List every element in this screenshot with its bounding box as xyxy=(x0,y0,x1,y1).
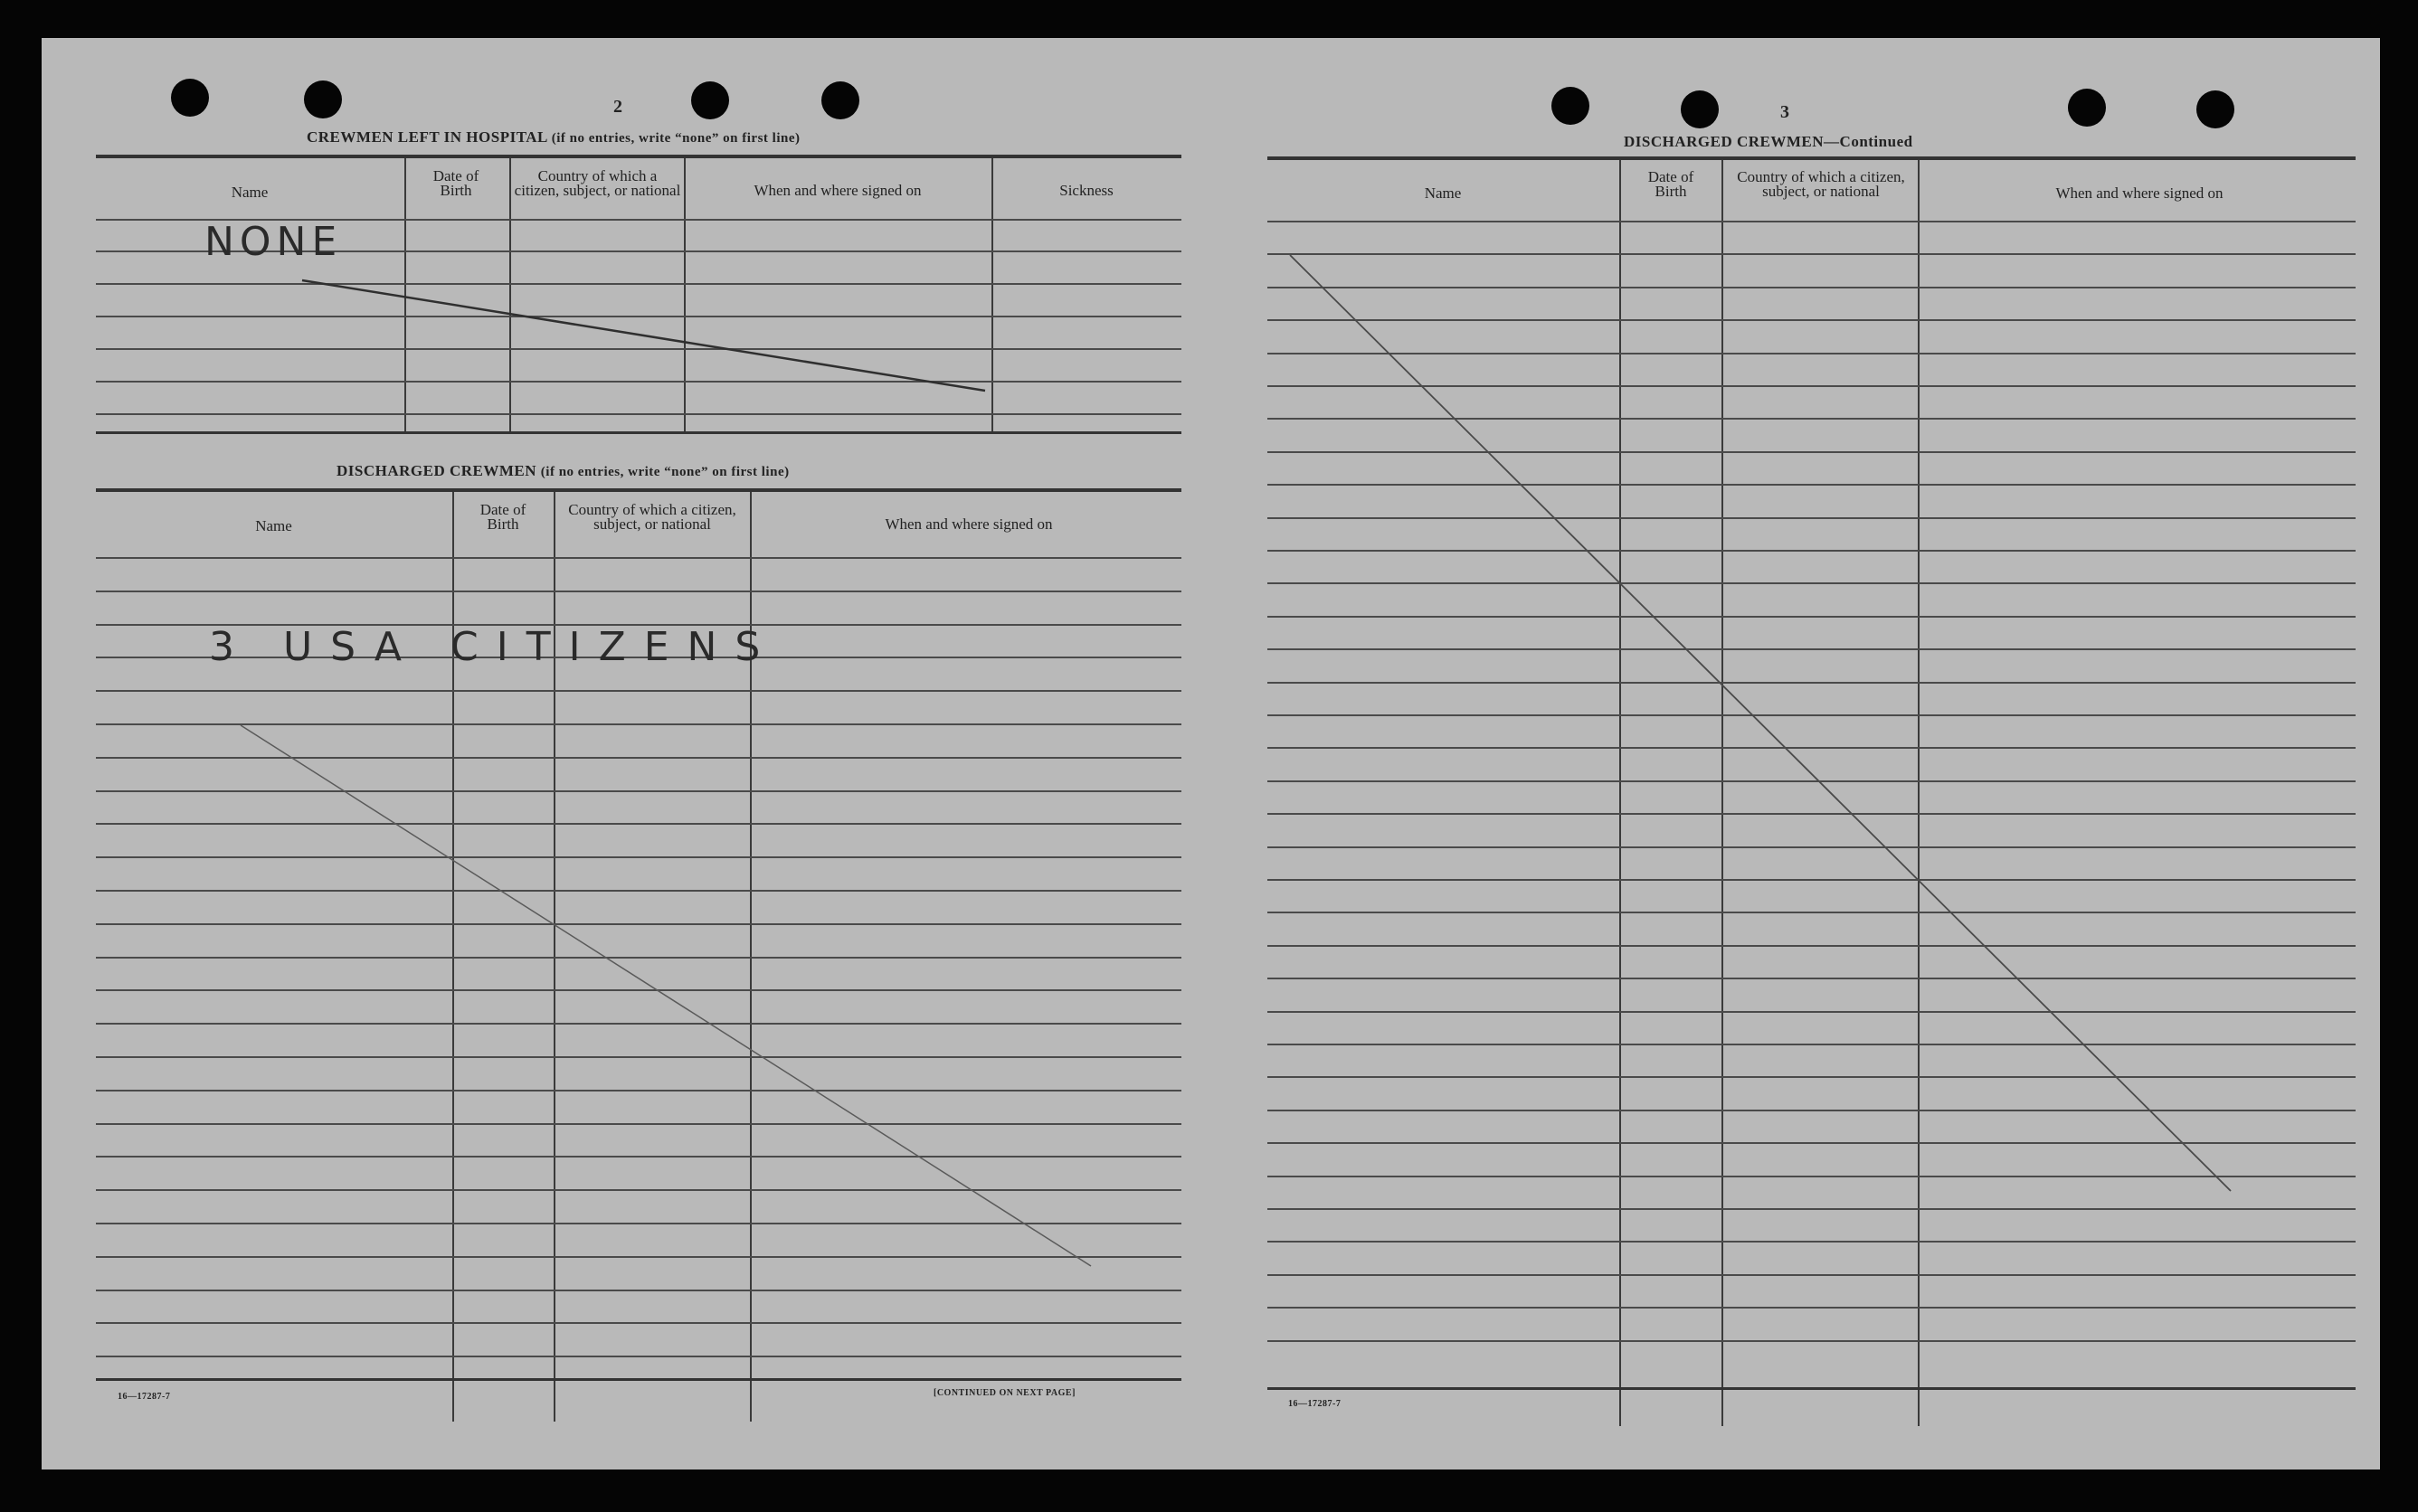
col-header-sickness: Sickness xyxy=(1059,182,1114,199)
discharged-strike-line xyxy=(241,725,1091,1266)
page-number-right: 3 xyxy=(1780,102,1789,122)
continued-strike-line xyxy=(1290,255,2231,1191)
col-header-country: Country of which a citizen, subject, or national xyxy=(568,501,736,533)
discharged-section-title-text: DISCHARGED CREWMEN xyxy=(337,462,537,479)
col-header-date-of-birth: Date of Birth xyxy=(479,501,526,533)
page-number-left: 2 xyxy=(613,97,622,117)
col-header-country: Country of which a citizen, subject, or national xyxy=(1737,168,1905,200)
hospital-section-instruction: (if no entries, write “none” on first line) xyxy=(551,131,801,146)
hospital-strike-line xyxy=(302,280,985,391)
strike-through-marks xyxy=(42,38,2380,1469)
handwritten-none-entry: NONE xyxy=(204,219,343,265)
col-header-name: Name xyxy=(255,517,292,534)
form-code-right: 16—17287-7 xyxy=(1288,1399,1342,1409)
col-header-name: Name xyxy=(1424,184,1462,202)
col-header-date-of-birth: Date of Birth xyxy=(1647,168,1694,200)
continued-note: [CONTINUED ON NEXT PAGE] xyxy=(934,1388,1076,1398)
col-header-name: Name xyxy=(231,184,269,201)
handwritten-citizens-entry: 3 USA CITIZENS xyxy=(209,624,779,670)
form-code-left: 16—17287-7 xyxy=(118,1392,171,1402)
discharged-continued-title: DISCHARGED CREWMEN—Continued xyxy=(1624,133,1913,150)
col-header-signed-on: When and where signed on xyxy=(754,182,922,199)
col-header-country: Country of which a citizen, subject, or national xyxy=(514,167,681,199)
col-header-date-of-birth: Date of Birth xyxy=(432,167,479,199)
col-header-signed-on: When and where signed on xyxy=(2055,184,2224,202)
hospital-section-title-text: CREWMEN LEFT IN HOSPITAL xyxy=(307,128,547,146)
scanned-document xyxy=(42,38,2380,1469)
discharged-section-instruction: (if no entries, write “none” on first line) xyxy=(540,465,790,479)
col-header-signed-on: When and where signed on xyxy=(885,515,1053,533)
